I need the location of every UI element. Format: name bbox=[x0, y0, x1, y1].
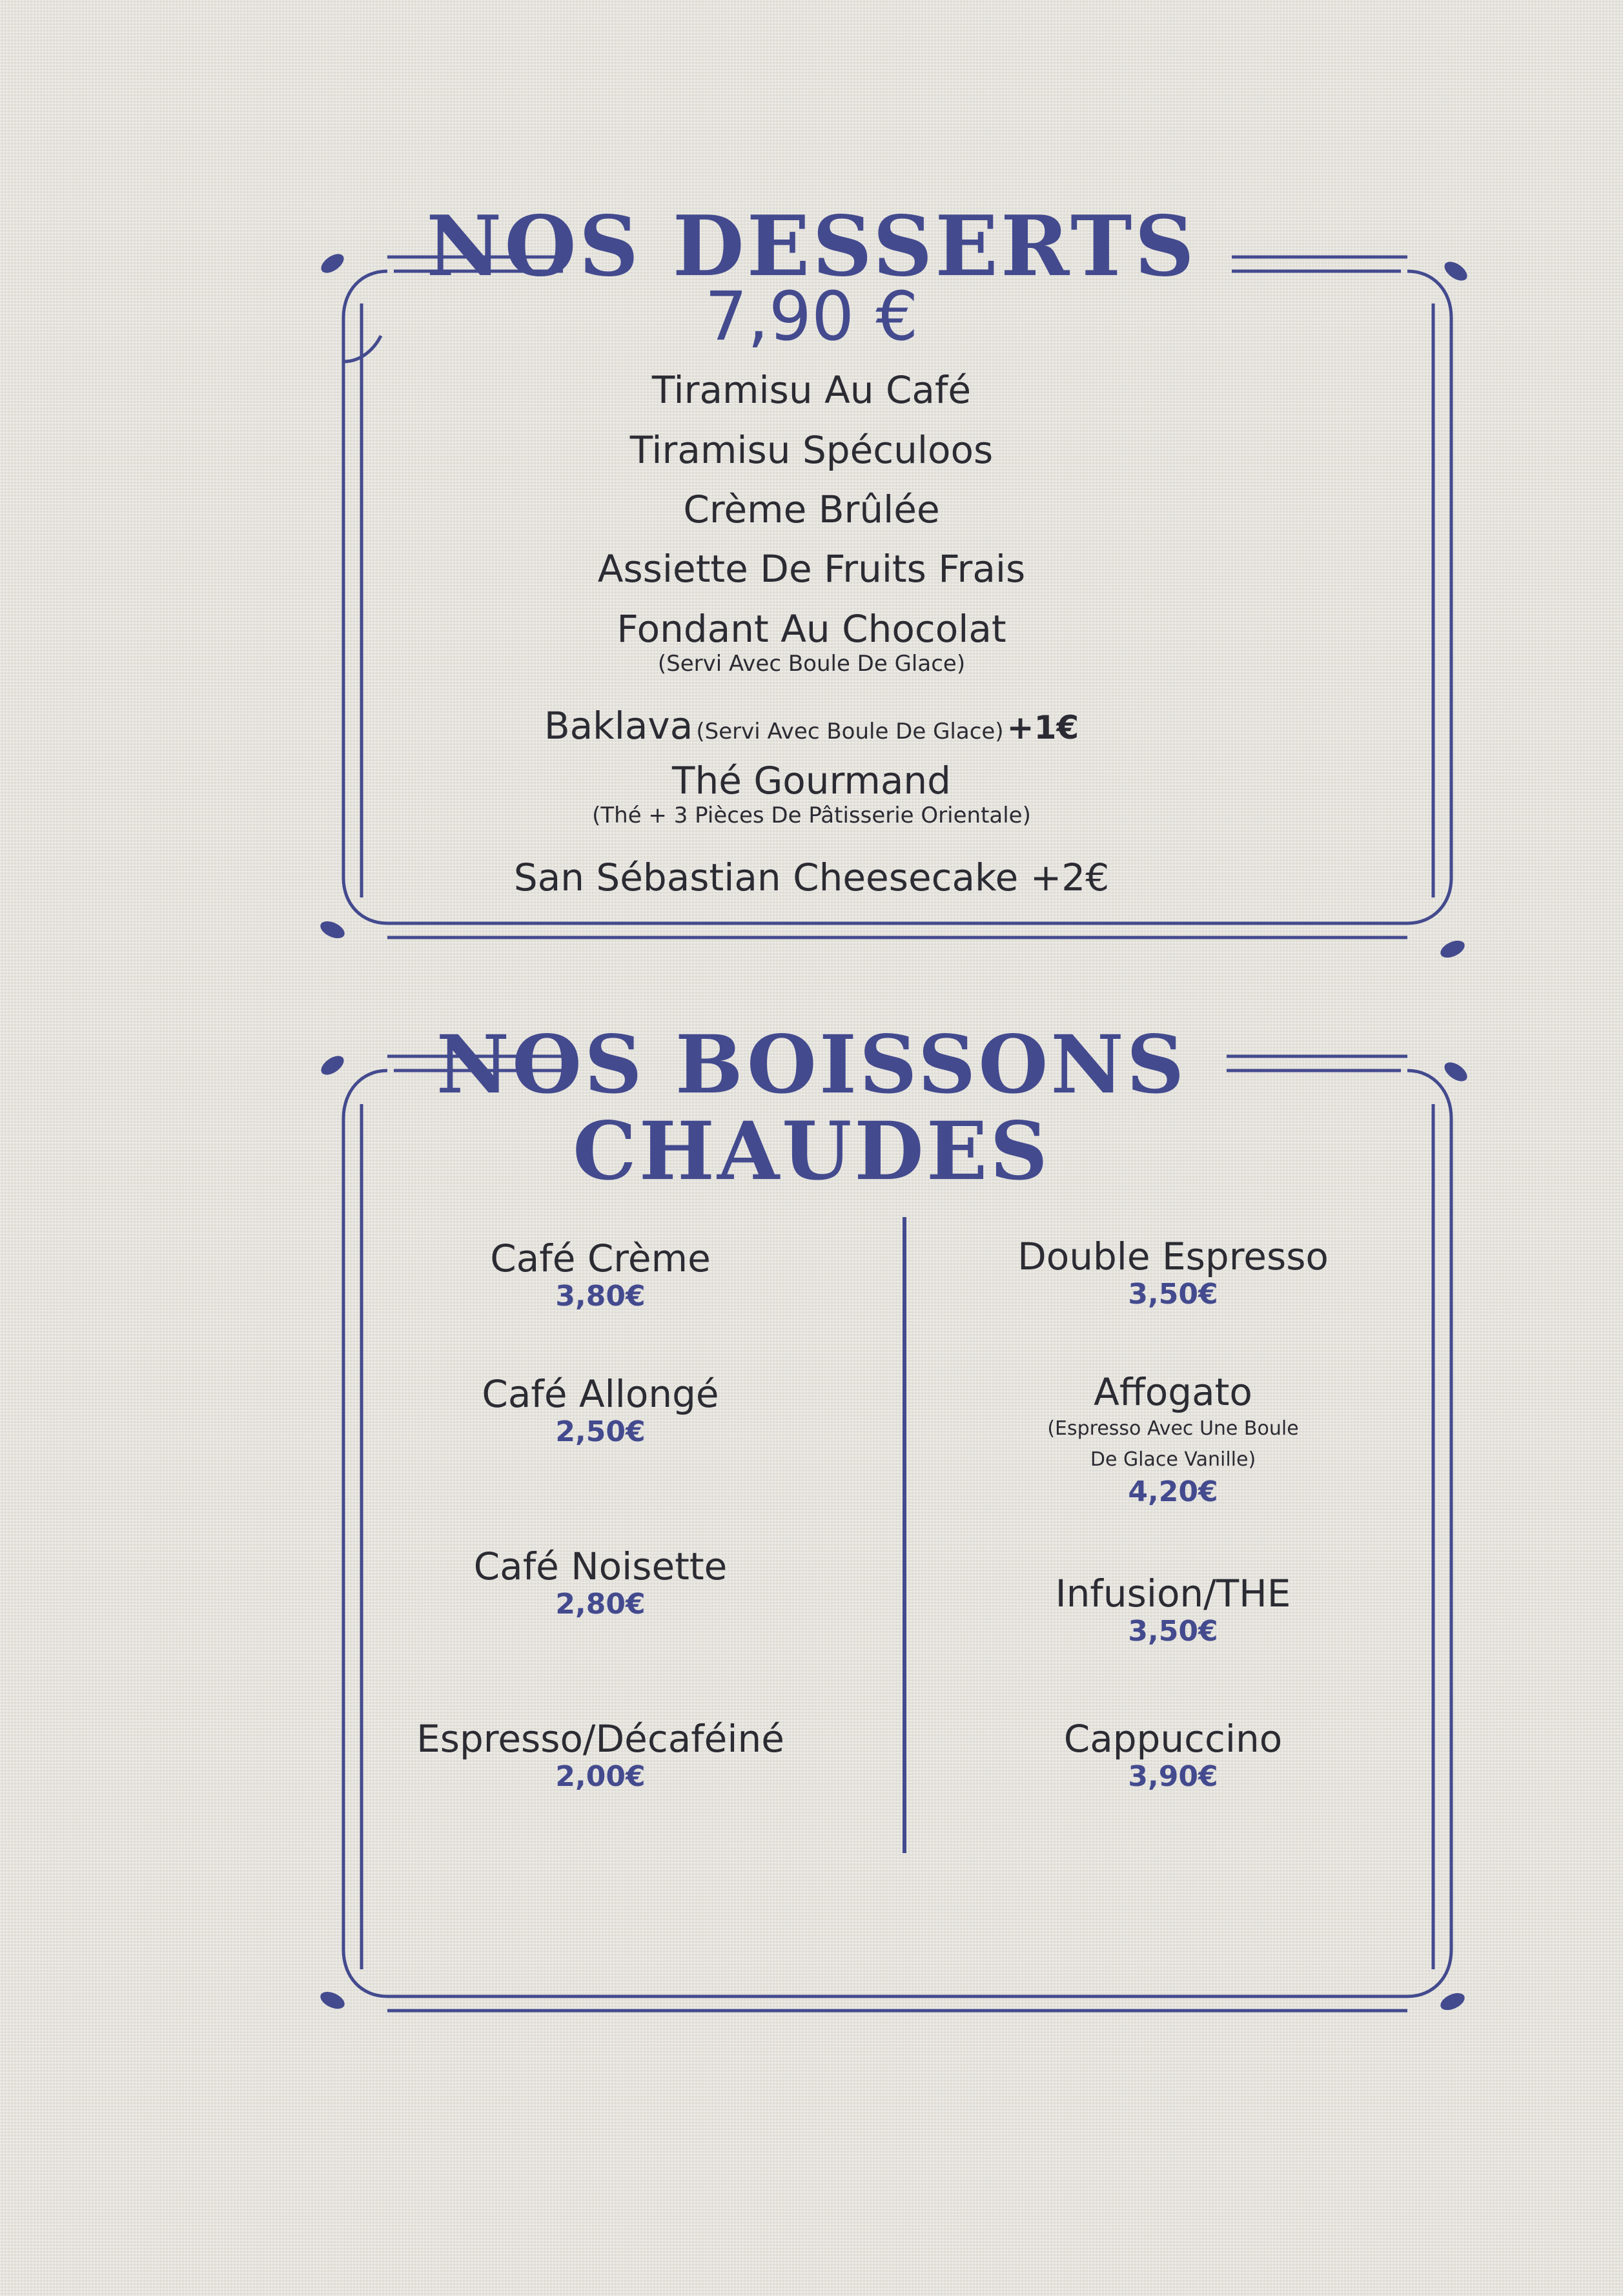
leaf-icon bbox=[1438, 1990, 1467, 2014]
drink-price: 3,50€ bbox=[1128, 1614, 1218, 1648]
drink-item bbox=[310, 1719, 891, 1794]
boissons-title-line1: NOS BOISSONS bbox=[436, 1018, 1187, 1112]
dessert-item bbox=[0, 856, 1623, 899]
drink-item bbox=[310, 1546, 891, 1622]
dessert-item bbox=[0, 428, 1623, 472]
drink-item bbox=[310, 1374, 891, 1450]
desserts-title: NOS DESSERTS bbox=[426, 198, 1197, 295]
drink-name: Cappuccino bbox=[1063, 1717, 1283, 1761]
leaf-icon bbox=[318, 1989, 347, 2013]
drink-name: Infusion/THE bbox=[1055, 1572, 1291, 1615]
dessert-item bbox=[0, 368, 1623, 412]
boissons-title-line2: CHAUDES bbox=[573, 1105, 1050, 1198]
dessert-name: San Sébastian Cheesecake +2€ bbox=[513, 856, 1110, 899]
drink-name: Café Noisette bbox=[473, 1544, 728, 1588]
dessert-note: (Thé + 3 Pièces De Pâtisserie Orientale) bbox=[592, 803, 1031, 828]
dessert-item bbox=[0, 547, 1623, 591]
drink-name: Café Allongé bbox=[482, 1372, 719, 1416]
dessert-item bbox=[0, 607, 1623, 677]
dessert-item bbox=[0, 704, 1623, 748]
drink-price: 2,00€ bbox=[555, 1759, 646, 1793]
drink-name: Affogato bbox=[1094, 1370, 1252, 1414]
drink-price: 2,80€ bbox=[555, 1587, 646, 1621]
drink-item bbox=[883, 1236, 1464, 1312]
desserts-frame bbox=[343, 257, 1451, 938]
drink-name: Double Espresso bbox=[1017, 1235, 1329, 1278]
dessert-item bbox=[0, 759, 1623, 828]
dessert-name: Tiramisu Au Café bbox=[651, 368, 972, 412]
drink-price: 4,20€ bbox=[1128, 1475, 1218, 1508]
drink-note: De Glace Vanille) bbox=[1090, 1448, 1256, 1471]
drink-item bbox=[883, 1372, 1464, 1510]
drink-price: 3,50€ bbox=[1128, 1277, 1218, 1311]
boissons-frame bbox=[343, 1056, 1451, 2011]
dessert-name: Baklava bbox=[544, 704, 693, 748]
drink-note: (Espresso Avec Une Boule bbox=[1047, 1417, 1299, 1440]
dessert-name: Crème Brûlée bbox=[683, 487, 940, 531]
leaf-icon bbox=[318, 918, 347, 942]
dessert-name: Thé Gourmand bbox=[672, 759, 951, 803]
drink-name: Espresso/Décaféiné bbox=[416, 1717, 784, 1761]
dessert-name: Fondant Au Chocolat bbox=[617, 607, 1006, 651]
drink-item bbox=[883, 1719, 1464, 1794]
drink-price: 3,90€ bbox=[1128, 1759, 1218, 1793]
drink-price: 2,50€ bbox=[555, 1415, 646, 1448]
desserts-price: 7,90 € bbox=[704, 277, 919, 356]
dessert-item bbox=[0, 487, 1623, 531]
drink-price: 3,80€ bbox=[555, 1279, 646, 1313]
dessert-note: (Servi Avec Boule De Glace) bbox=[657, 651, 966, 677]
dessert-name: Tiramisu Spéculoos bbox=[629, 428, 994, 472]
leaf-icon bbox=[1438, 938, 1467, 961]
drink-name: Café Crème bbox=[490, 1236, 711, 1280]
drink-item bbox=[310, 1238, 891, 1314]
dessert-note: (Servi Avec Boule De Glace) bbox=[696, 719, 1004, 744]
dessert-extra-price: +1€ bbox=[1006, 709, 1079, 746]
dessert-name: Assiette De Fruits Frais bbox=[597, 547, 1026, 591]
drink-item bbox=[883, 1573, 1464, 1649]
